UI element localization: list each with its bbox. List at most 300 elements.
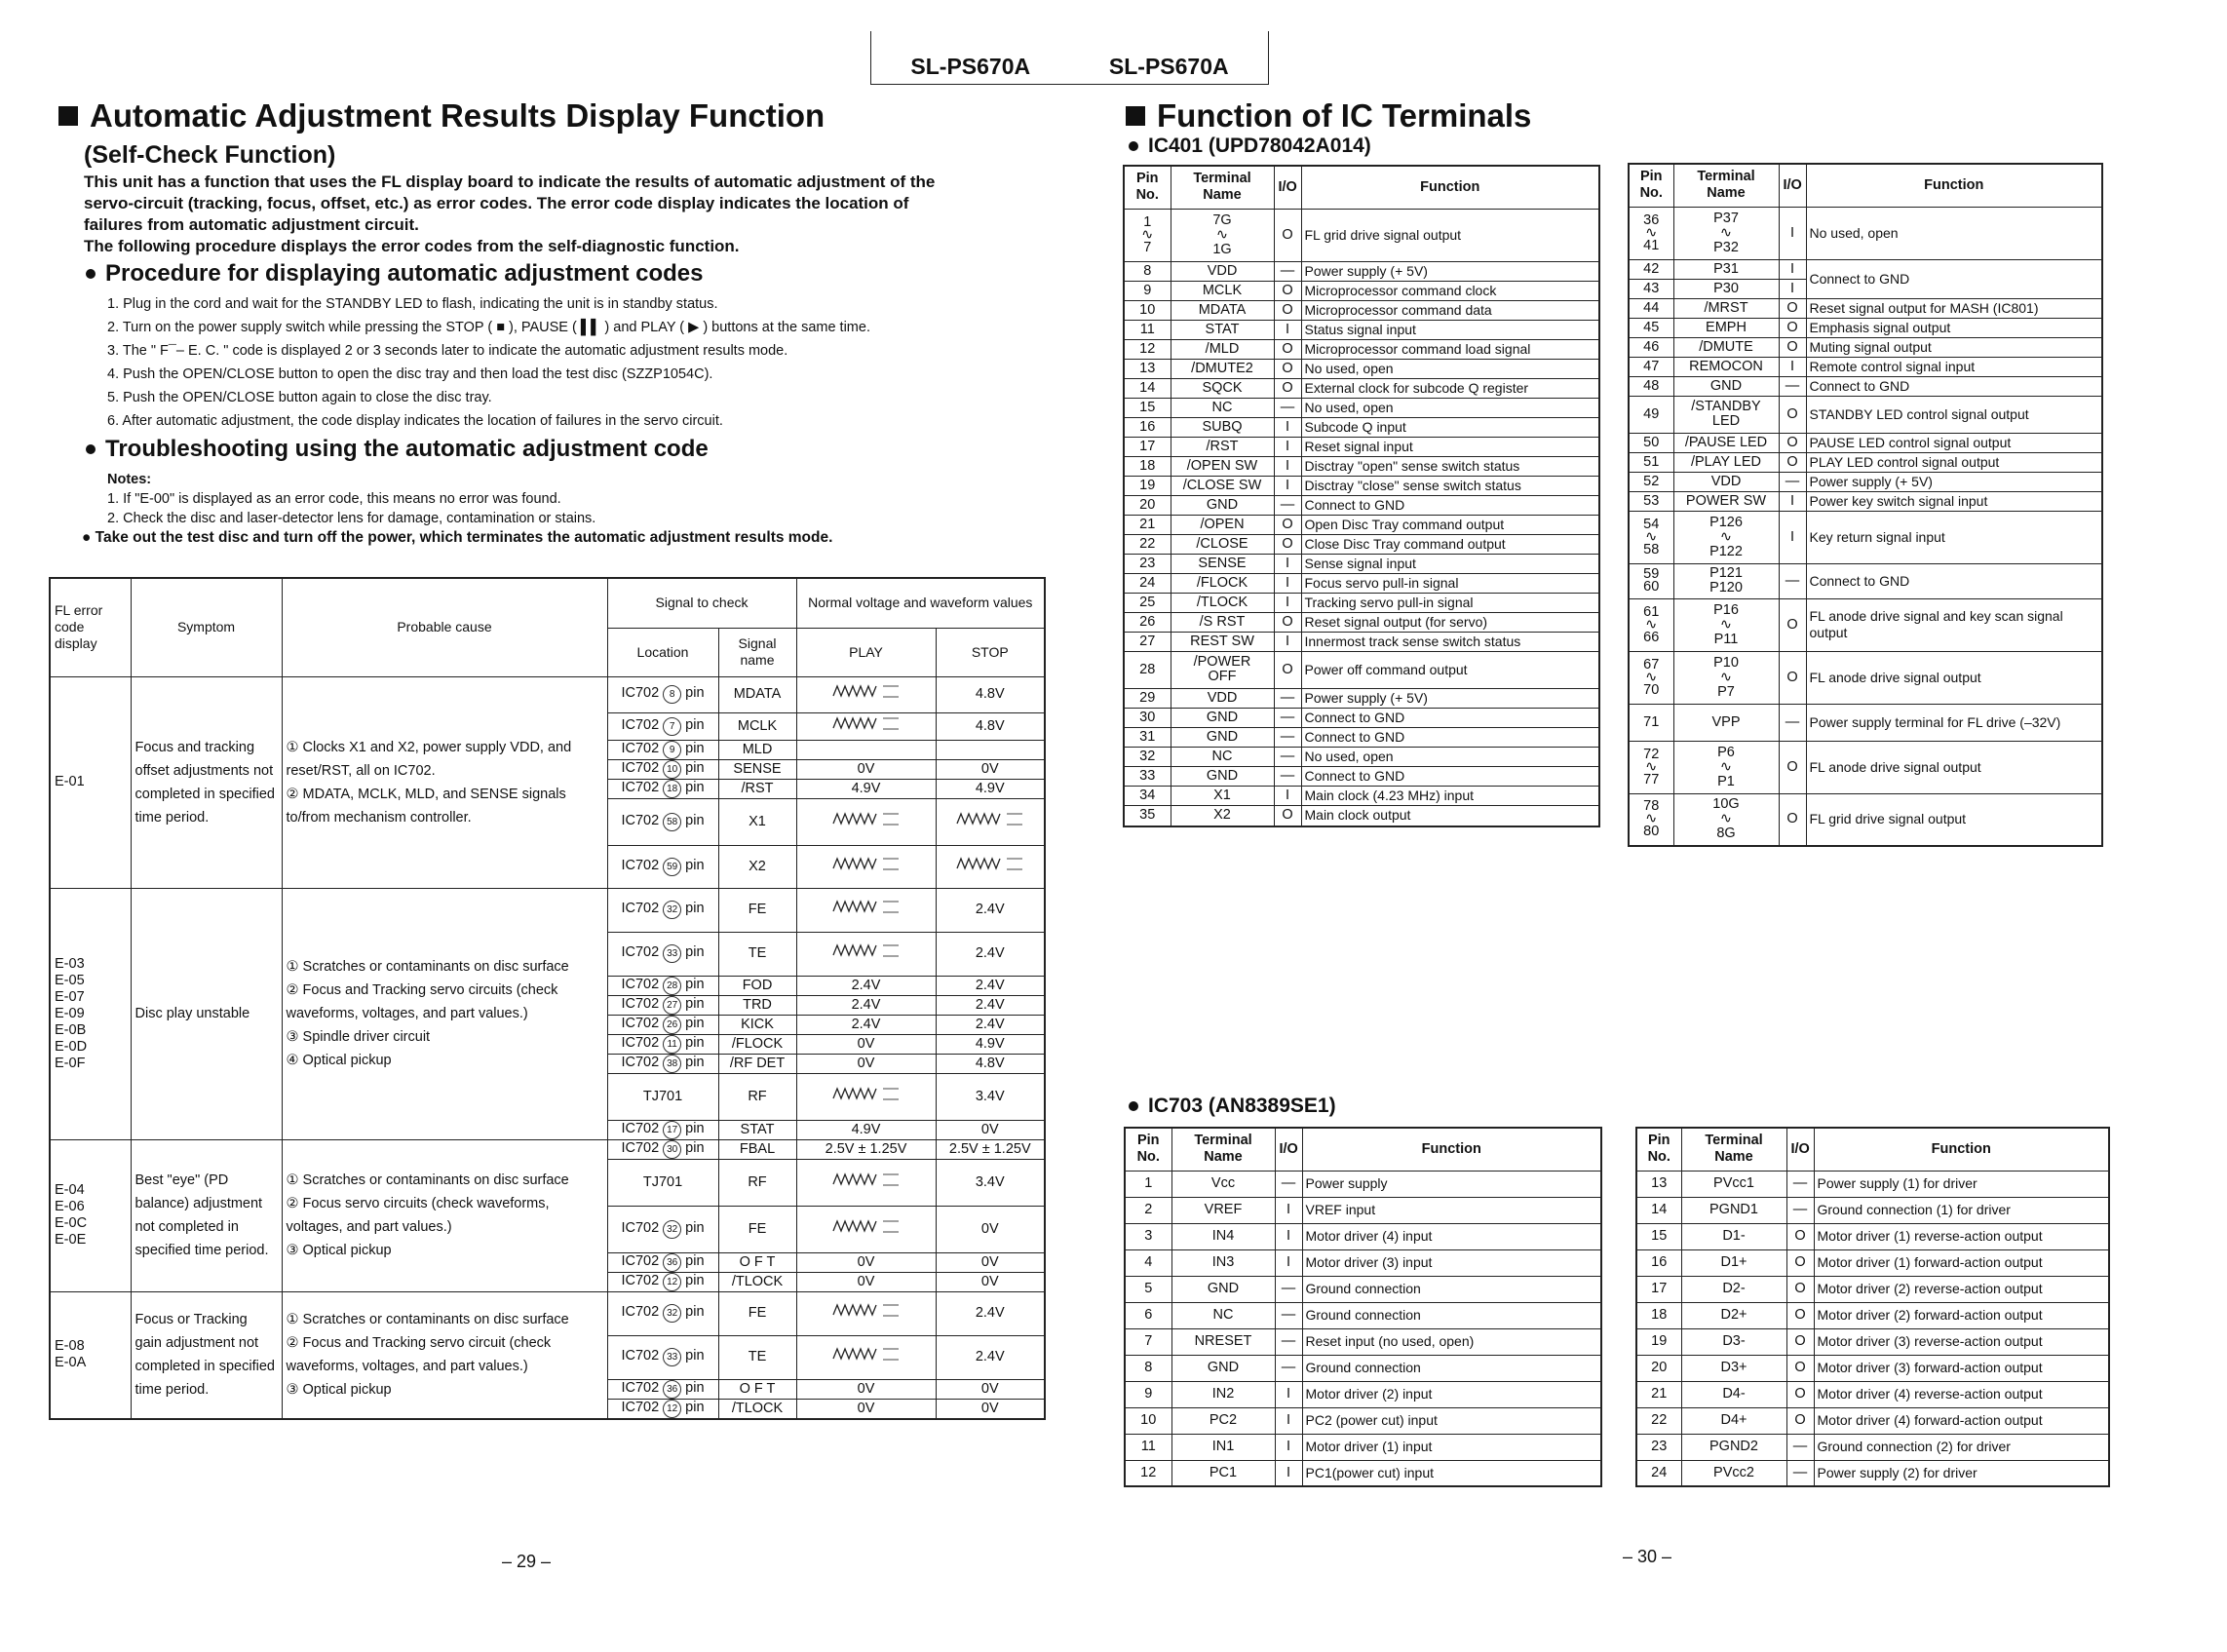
intro-paragraph <box>84 172 1049 257</box>
pin-number-badge: 59 <box>663 858 681 876</box>
function-cell <box>1301 339 1599 359</box>
pin-no-cell <box>1629 793 1673 846</box>
io-cell <box>1779 472 1806 491</box>
function-text: PC1(power cut) input <box>1305 1464 1435 1480</box>
pin-no-cell <box>1124 359 1171 378</box>
location-cell <box>607 1073 718 1120</box>
header-function: Function <box>1301 166 1599 209</box>
io-type: O <box>1794 1281 1806 1296</box>
pin-no: 43 <box>1643 280 1660 296</box>
location-text: IC702 <box>621 857 660 873</box>
pin-number-badge: 32 <box>663 1304 681 1323</box>
io-type: O <box>1794 1333 1806 1349</box>
pin-no: 9 <box>1144 1386 1153 1402</box>
header-function: Function <box>1302 1128 1601 1171</box>
header-play: PLAY <box>796 628 936 676</box>
io-type: I <box>1789 492 1795 509</box>
pin-no: 14 <box>1651 1202 1668 1217</box>
io-cell <box>1274 786 1301 805</box>
fl-error-code-cell <box>50 1291 131 1419</box>
location-text: IC702 <box>621 1139 660 1156</box>
terminal-name: IN3 <box>1211 1254 1235 1270</box>
play-value: 4.9V <box>851 780 881 796</box>
io-cell <box>1274 727 1301 747</box>
pin-no: 4 <box>1144 1254 1153 1270</box>
terminal-name-cell <box>1171 573 1274 593</box>
pin-no-cell <box>1125 1171 1171 1197</box>
pin-no: 10 <box>1140 1412 1157 1428</box>
play-value-cell <box>796 1034 936 1054</box>
signal-name-cell <box>718 740 796 759</box>
pin-no-cell <box>1629 563 1673 598</box>
stop-value-cell <box>936 798 1045 845</box>
pin-no-cell <box>1124 534 1171 554</box>
stop-value-cell <box>936 1291 1045 1335</box>
cause-item: ② Focus and Tracking servo circuits (check waveforms, voltages, and part values.) <box>286 982 558 1021</box>
ic-terminal-row <box>1636 1381 2109 1407</box>
terminal-name-cell <box>1673 793 1779 846</box>
pin-no-cell <box>1636 1381 1681 1407</box>
procedure-steps <box>107 292 870 433</box>
header-io: I/O <box>1274 166 1301 209</box>
io-type: I <box>1286 1386 1291 1402</box>
pin-no-cell <box>1636 1355 1681 1381</box>
bullet-icon <box>86 269 96 279</box>
io-type: O <box>1786 669 1798 685</box>
io-type: — <box>1280 709 1295 725</box>
function-text: Ground connection (1) for driver <box>1817 1202 2011 1217</box>
pin-no: 48 <box>1643 377 1660 394</box>
signal-name-cell <box>718 676 796 712</box>
header-io: I/O <box>1786 1128 1814 1171</box>
pin-no: 24 <box>1139 574 1156 591</box>
terminal-name-cell <box>1171 339 1274 359</box>
signal-name: /FLOCK <box>731 1035 784 1052</box>
pin-no-cell <box>1124 378 1171 398</box>
location-cell: IC702 28 pin <box>607 976 718 995</box>
terminal-name-cell <box>1171 515 1274 534</box>
io-cell <box>1274 281 1301 300</box>
location-cell: IC702 7 pin <box>607 712 718 740</box>
play-value: 0V <box>857 1400 875 1416</box>
terminal-name: REMOCON <box>1689 358 1763 374</box>
io-type: I <box>1789 224 1795 241</box>
function-cell <box>1301 261 1599 281</box>
location-cell: IC702 17 pin <box>607 1120 718 1139</box>
terminal-name: 7G ∿ 1G <box>1212 211 1232 257</box>
location-text: IC702 <box>621 716 660 733</box>
symptom-cell <box>131 1291 282 1419</box>
play-value: 0V <box>857 1380 875 1397</box>
function-cell <box>1814 1197 2109 1223</box>
function-cell <box>1814 1434 2109 1460</box>
terminal-name: X1 <box>1213 787 1231 803</box>
io-cell <box>1786 1407 1814 1434</box>
terminal-name: D3- <box>1722 1333 1746 1349</box>
symptom-text: Focus or Tracking gain adjustment not completed in specified time period. <box>134 1312 275 1398</box>
io-type: O <box>1282 301 1293 318</box>
io-type: O <box>1786 616 1798 633</box>
ic-terminal-row <box>1124 554 1599 573</box>
ic-terminal-row <box>1124 476 1599 495</box>
play-value-cell <box>796 932 936 976</box>
play-value-cell <box>796 1272 936 1291</box>
function-cell <box>1301 476 1599 495</box>
pin-no: 11 <box>1140 1439 1156 1454</box>
pin-no: 13 <box>1139 360 1156 376</box>
pin-no: 18 <box>1651 1307 1668 1323</box>
pin-no-cell <box>1636 1223 1681 1249</box>
function-text: Motor driver (3) forward-action output <box>1817 1360 2043 1375</box>
location-text: IC702 <box>621 812 660 828</box>
stop-value: 4.9V <box>975 1035 1005 1052</box>
function-cell <box>1301 359 1599 378</box>
waveform-icon <box>955 809 1024 830</box>
terminal-name: VDD <box>1207 262 1238 279</box>
io-cell <box>1786 1249 1814 1276</box>
pin-no-cell <box>1125 1328 1171 1355</box>
function-text: Motor driver (4) input <box>1305 1228 1433 1244</box>
cause-item: ③ Spindle driver circuit <box>286 1029 431 1045</box>
io-type: O <box>1786 338 1798 355</box>
header-terminal-name: Terminal Name <box>1171 1128 1275 1171</box>
io-type: I <box>1285 555 1290 571</box>
ic-terminal-row <box>1125 1328 1601 1355</box>
terminal-name: P37 ∿ P32 <box>1713 210 1739 255</box>
stop-value: 0V <box>980 1380 999 1397</box>
pin-number-badge: 12 <box>663 1400 681 1418</box>
signal-name-cell <box>718 1252 796 1272</box>
io-cell <box>1274 495 1301 515</box>
pin-number-badge: 8 <box>663 685 681 704</box>
pin-no: 14 <box>1139 379 1156 396</box>
signal-name-cell <box>718 1073 796 1120</box>
pin-no-cell <box>1629 279 1673 298</box>
function-text: Power supply terminal for FL drive (–32V) <box>1809 713 2061 730</box>
function-text: Motor driver (2) reverse-action output <box>1817 1281 2043 1296</box>
header-function: Function <box>1814 1128 2109 1171</box>
stop-value: 2.4V <box>975 977 1005 993</box>
signal-name-cell <box>718 1120 796 1139</box>
io-type: I <box>1286 1202 1291 1217</box>
io-cell <box>1274 766 1301 786</box>
cause-item: ③ Optical pickup <box>286 1382 392 1398</box>
function-text: Reset signal input <box>1304 438 1413 454</box>
pin-no: 17 <box>1139 438 1156 454</box>
io-type: O <box>1794 1412 1806 1428</box>
pin-number-badge: 27 <box>663 996 681 1015</box>
location-cell: IC702 12 pin <box>607 1272 718 1291</box>
terminal-name-cell <box>1171 1381 1275 1407</box>
terminal-name: /S RST <box>1199 613 1246 630</box>
signal-name: /RST <box>741 780 774 796</box>
io-cell <box>1274 593 1301 612</box>
io-cell <box>1786 1434 1814 1460</box>
pin-no: 29 <box>1139 689 1156 706</box>
ic-terminal-row <box>1124 320 1599 339</box>
terminal-name-cell <box>1673 452 1779 472</box>
function-text: Reset signal output for MASH (IC801) <box>1809 299 2039 316</box>
terminal-name-cell <box>1681 1407 1786 1434</box>
play-value-cell <box>796 676 936 712</box>
ic-terminal-row <box>1124 805 1599 826</box>
pin-no-cell <box>1124 320 1171 339</box>
cause-cell <box>282 1139 607 1291</box>
function-cell <box>1301 766 1599 786</box>
signal-name-cell <box>718 1379 796 1399</box>
stop-value: 4.8V <box>975 1055 1005 1071</box>
stop-value: 2.4V <box>975 1349 1005 1364</box>
pin-number-badge: 32 <box>663 901 681 919</box>
location-cell: IC702 32 pin <box>607 888 718 932</box>
io-cell <box>1779 452 1806 472</box>
function-text: Motor driver (4) reverse-action output <box>1817 1386 2043 1402</box>
procedure-heading-text: Procedure for displaying automatic adjustment codes <box>105 260 704 287</box>
terminal-name-cell <box>1673 337 1779 357</box>
function-cell <box>1301 398 1599 417</box>
function-text: Disctray "open" sense switch status <box>1304 457 1520 474</box>
function-text: Power supply (1) for driver <box>1817 1175 1977 1191</box>
pin-no-cell <box>1125 1276 1171 1302</box>
function-text: No used, open <box>1304 748 1394 764</box>
function-cell <box>1806 491 2102 511</box>
terminal-name: PC2 <box>1209 1412 1238 1428</box>
io-type: — <box>1281 1333 1296 1349</box>
pin-no: 35 <box>1139 807 1156 824</box>
stop-value-cell <box>936 888 1045 932</box>
function-text: Motor driver (2) input <box>1305 1386 1433 1402</box>
io-cell <box>1274 417 1301 437</box>
stop-value-cell <box>936 1206 1045 1252</box>
header-io: I/O <box>1779 164 1806 207</box>
function-cell <box>1806 704 2102 741</box>
ic-terminal-row <box>1124 261 1599 281</box>
terminal-name-cell <box>1681 1302 1786 1328</box>
location-cell: IC702 59 pin <box>607 845 718 888</box>
stop-value-cell <box>936 845 1045 888</box>
function-text: No used, open <box>1304 399 1394 415</box>
ic-terminal-row <box>1124 281 1599 300</box>
header-pin-no: Pin No. <box>1124 166 1171 209</box>
io-type: I <box>1286 1254 1291 1270</box>
io-cell <box>1779 563 1806 598</box>
cause-item: ② Focus servo circuits (check waveforms, voltages, and part values.) <box>286 1196 550 1235</box>
play-value-cell <box>796 1120 936 1139</box>
function-cell <box>1302 1197 1601 1223</box>
error-table-row <box>50 888 1045 932</box>
function-text: Status signal input <box>1304 321 1416 337</box>
stop-value-cell <box>936 779 1045 798</box>
function-cell <box>1806 472 2102 491</box>
ic-terminal-row <box>1124 727 1599 747</box>
stop-value-cell <box>936 676 1045 712</box>
function-text: FL grid drive signal output <box>1304 226 1462 243</box>
fl-error-codes: E-01 <box>55 774 85 789</box>
io-cell <box>1275 1460 1302 1486</box>
stop-value-cell <box>936 1335 1045 1379</box>
play-value-cell <box>796 1379 936 1399</box>
square-bullet-icon <box>58 106 78 126</box>
pin-no-cell <box>1124 786 1171 805</box>
pin-no-cell <box>1124 727 1171 747</box>
terminal-name: D3+ <box>1720 1360 1747 1375</box>
function-cell <box>1301 209 1599 261</box>
stop-value: 2.4V <box>975 902 1005 917</box>
function-cell <box>1301 456 1599 476</box>
io-type: O <box>1282 360 1293 376</box>
ic-terminal-row <box>1124 651 1599 688</box>
signal-name-cell <box>718 1291 796 1335</box>
stop-value: 4.8V <box>975 686 1005 702</box>
ic-terminal-row <box>1124 300 1599 320</box>
signal-name: RF <box>748 1088 767 1104</box>
location-text: IC702 <box>621 1219 660 1236</box>
pin-no: 22 <box>1139 535 1156 552</box>
terminal-name: GND <box>1206 709 1239 725</box>
terminal-name: /CLOSE <box>1196 535 1248 552</box>
ic-terminal-row <box>1629 357 2102 376</box>
location-text: IC702 <box>621 1399 660 1415</box>
ic703-heading <box>1129 1095 1336 1118</box>
fl-error-code-cell <box>50 676 131 888</box>
signal-name-cell <box>718 845 796 888</box>
function-text: FL grid drive signal output <box>1809 811 1967 827</box>
left-title <box>58 97 825 134</box>
io-type: O <box>1786 405 1798 422</box>
terminal-name: SUBQ <box>1202 418 1243 435</box>
pin-no-cell <box>1125 1407 1171 1434</box>
location-text: IC702 <box>621 995 660 1012</box>
function-text: Microprocessor command load signal <box>1304 340 1531 357</box>
function-text: Key return signal input <box>1809 528 1945 545</box>
stop-value: 2.4V <box>975 1305 1005 1321</box>
io-cell <box>1274 398 1301 417</box>
signal-name: RF <box>748 1173 767 1190</box>
terminal-name: MDATA <box>1198 301 1247 318</box>
ic-terminal-row <box>1124 209 1599 261</box>
terminal-name: P10 ∿ P7 <box>1713 654 1739 700</box>
pin-no-cell <box>1629 298 1673 318</box>
pin-no: 10 <box>1139 301 1156 318</box>
terminal-name-cell <box>1171 1249 1275 1276</box>
io-type: — <box>1280 767 1295 784</box>
terminal-name-cell <box>1681 1328 1786 1355</box>
pin-no-cell <box>1124 708 1171 727</box>
signal-name: FE <box>748 1305 767 1321</box>
function-cell <box>1302 1171 1601 1197</box>
io-cell <box>1275 1355 1302 1381</box>
function-cell <box>1301 612 1599 632</box>
terminal-name-cell <box>1171 1223 1275 1249</box>
terminal-name: P31 <box>1713 260 1739 277</box>
play-value: 2.5V ± 1.25V <box>825 1140 907 1157</box>
pin-number-badge: 33 <box>663 1348 681 1366</box>
signal-name: O F T <box>739 1253 776 1270</box>
header-stop: STOP <box>936 628 1045 676</box>
pin-no-cell <box>1636 1328 1681 1355</box>
location-cell: IC702 10 pin <box>607 759 718 779</box>
signal-name-cell <box>718 1054 796 1073</box>
io-cell <box>1275 1223 1302 1249</box>
function-cell <box>1301 747 1599 766</box>
pin-no: 71 <box>1643 713 1660 730</box>
io-cell <box>1274 534 1301 554</box>
function-cell <box>1806 337 2102 357</box>
stop-value: 0V <box>980 1273 999 1289</box>
troubleshooting-heading <box>86 436 709 463</box>
waveform-icon <box>831 897 901 918</box>
function-text: Power supply (+ 5V) <box>1304 689 1428 706</box>
io-type: I <box>1285 477 1290 493</box>
pin-no-cell <box>1125 1302 1171 1328</box>
io-cell <box>1786 1171 1814 1197</box>
io-cell <box>1779 298 1806 318</box>
ic-terminal-row <box>1636 1460 2109 1486</box>
io-cell <box>1274 554 1301 573</box>
io-type: I <box>1789 280 1795 296</box>
io-cell <box>1275 1171 1302 1197</box>
terminal-name: D1- <box>1722 1228 1746 1244</box>
model-header <box>870 31 1269 85</box>
function-text: Motor driver (3) input <box>1305 1254 1433 1270</box>
location-cell: IC702 32 pin <box>607 1291 718 1335</box>
ic-terminal-row <box>1636 1171 2109 1197</box>
function-text: Power supply <box>1305 1175 1388 1191</box>
pin-number-badge: 32 <box>663 1220 681 1239</box>
intro-line: The following procedure displays the error codes from the self-diagnostic function. <box>84 237 740 255</box>
io-cell <box>1779 741 1806 793</box>
io-type: I <box>1285 633 1290 649</box>
function-cell <box>1301 437 1599 456</box>
play-value-cell <box>796 1399 936 1419</box>
function-cell <box>1301 573 1599 593</box>
ic703-table-right <box>1635 1127 2110 1487</box>
io-type: O <box>1282 379 1293 396</box>
ic-terminal-row <box>1125 1223 1601 1249</box>
cause-cell <box>282 888 607 1139</box>
pin-no: 67 ∿ 70 <box>1643 656 1660 698</box>
cause-item: ④ Optical pickup <box>286 1053 392 1068</box>
symptom-text: Disc play unstable <box>134 1006 250 1021</box>
terminal-name: GND <box>1206 767 1239 784</box>
io-type: O <box>1282 661 1293 677</box>
stop-value-cell <box>936 976 1045 995</box>
stop-value-cell <box>936 759 1045 779</box>
waveform-icon <box>831 681 901 703</box>
header-terminal-name: Terminal Name <box>1681 1128 1786 1171</box>
pin-number-badge: 10 <box>663 760 681 779</box>
signal-name: FE <box>748 1220 767 1237</box>
fl-error-codes: E-04 E-06 E-0C E-0E <box>55 1182 88 1248</box>
troubleshooting-heading-text: Troubleshooting using the automatic adjustment code <box>105 436 709 462</box>
header-symptom: Symptom <box>131 578 282 676</box>
terminal-name: GND <box>1207 1281 1240 1296</box>
terminal-name-cell <box>1673 472 1779 491</box>
play-value-cell <box>796 740 936 759</box>
play-value: 2.4V <box>851 1016 881 1032</box>
terminal-name-cell <box>1673 598 1779 651</box>
ic401-heading <box>1129 134 1371 158</box>
play-value-cell <box>796 1054 936 1073</box>
step-item: 1. Plug in the cord and wait for the STANDBY LED to flash, indicating the unit is in standby status. <box>107 296 718 312</box>
stop-value: 2.4V <box>975 945 1005 961</box>
terminal-name-cell <box>1171 688 1274 708</box>
function-text: Connect to GND <box>1304 496 1405 513</box>
pin-no: 6 <box>1144 1307 1153 1323</box>
step-item: 3. The " F¯– E. C. " code is displayed 2 or 3 seconds later to indicate the automatic adjustment results mode. <box>107 343 788 359</box>
io-cell <box>1274 688 1301 708</box>
pin-no: 16 <box>1651 1254 1668 1270</box>
